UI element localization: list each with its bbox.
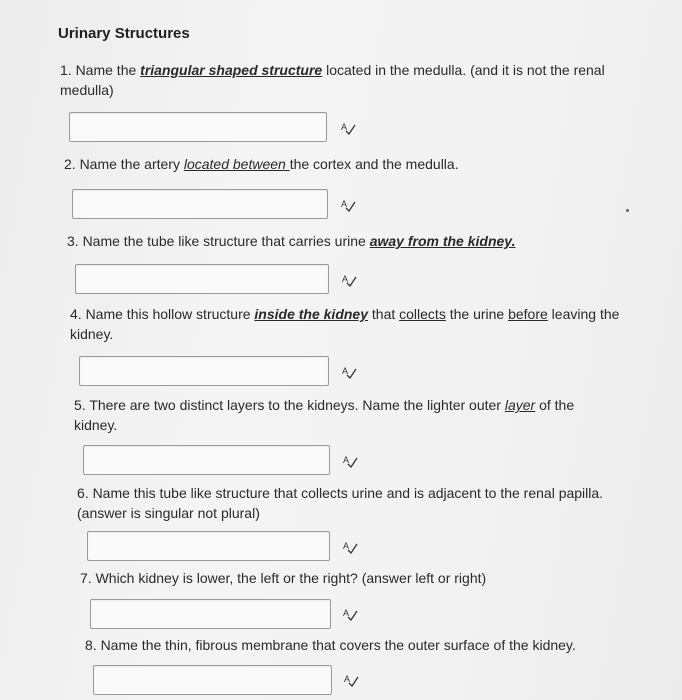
question-text-segment: located in the medulla. (and it is not the renal medulla) — [60, 62, 605, 98]
spellcheck-icon[interactable] — [343, 673, 359, 687]
answer-field-2[interactable] — [72, 189, 328, 219]
svg-text:A: A — [341, 199, 348, 209]
answer-field-6[interactable] — [87, 531, 330, 561]
spellcheck-icon[interactable] — [341, 273, 357, 287]
question-text-segment: the cortex and the medulla. — [289, 156, 459, 172]
question-text-segment: leaving the kidney. — [70, 306, 620, 342]
question-text-segment: the urine — [445, 306, 509, 322]
stray-dot — [626, 209, 629, 212]
question-text-segment: 1. Name the — [60, 62, 141, 78]
question-text-segment: artery — [144, 156, 180, 172]
question-text-segment: located between — [183, 156, 290, 172]
question-text-segment: 8. Name the thin, fibrous membrane that covers the outer surface of the kidney. — [85, 637, 576, 653]
question-1 — [60, 60, 645, 100]
question-text-segment: layer — [504, 397, 536, 413]
question-text-segment: before — [508, 306, 548, 322]
question-text-segment: 5. There are two distinct layers to the kidneys. Name the lighter outer — [74, 397, 505, 413]
answer-field-4[interactable] — [79, 356, 329, 386]
answer-field-8[interactable] — [93, 665, 332, 695]
spellcheck-icon[interactable] — [342, 540, 358, 554]
question-8 — [85, 635, 645, 655]
svg-text:A: A — [343, 608, 350, 618]
question-text-segment: that — [368, 306, 400, 322]
spellcheck-icon[interactable] — [341, 365, 357, 379]
svg-text:A: A — [341, 122, 348, 132]
page-title: Urinary Structures — [58, 25, 190, 42]
question-text-segment: 2. Name the — [64, 156, 145, 172]
svg-text:A: A — [342, 274, 349, 284]
svg-text:A: A — [344, 674, 351, 684]
svg-text:A: A — [342, 366, 349, 376]
question-text-segment: 3. Name the tube like structure that carries urine — [67, 233, 370, 249]
answer-field-5[interactable] — [83, 445, 330, 475]
question-text-segment: triangular shaped structure — [140, 62, 323, 78]
question-7 — [80, 568, 640, 588]
question-text-segment: inside the kidney — [254, 306, 368, 322]
spellcheck-icon[interactable] — [340, 198, 356, 212]
svg-text:A: A — [343, 541, 350, 551]
question-text-segment: collects — [399, 306, 446, 322]
question-text-segment: 6. Name this tube like structure that collects urine and is adjacent to the renal papilla. (answer is singular not plural) — [77, 485, 604, 521]
question-6 — [77, 483, 637, 523]
answer-field-1[interactable] — [69, 112, 327, 142]
question-text-segment: of the kidney. — [74, 397, 575, 433]
question-3 — [67, 231, 652, 251]
question-4 — [70, 304, 635, 344]
answer-field-3[interactable] — [75, 264, 329, 294]
answer-field-7[interactable] — [90, 599, 331, 629]
question-text-segment: away from the kidney. — [369, 233, 516, 249]
spellcheck-icon[interactable] — [342, 454, 358, 468]
spellcheck-icon[interactable] — [342, 607, 358, 621]
question-2 — [64, 154, 649, 174]
spellcheck-icon[interactable] — [340, 121, 356, 135]
question-5 — [74, 395, 619, 435]
svg-text:A: A — [343, 455, 350, 465]
question-text-segment: 7. Which kidney is lower, the left or the right? (answer left or right) — [80, 570, 487, 586]
question-text-segment: 4. Name this hollow structure — [70, 306, 255, 322]
